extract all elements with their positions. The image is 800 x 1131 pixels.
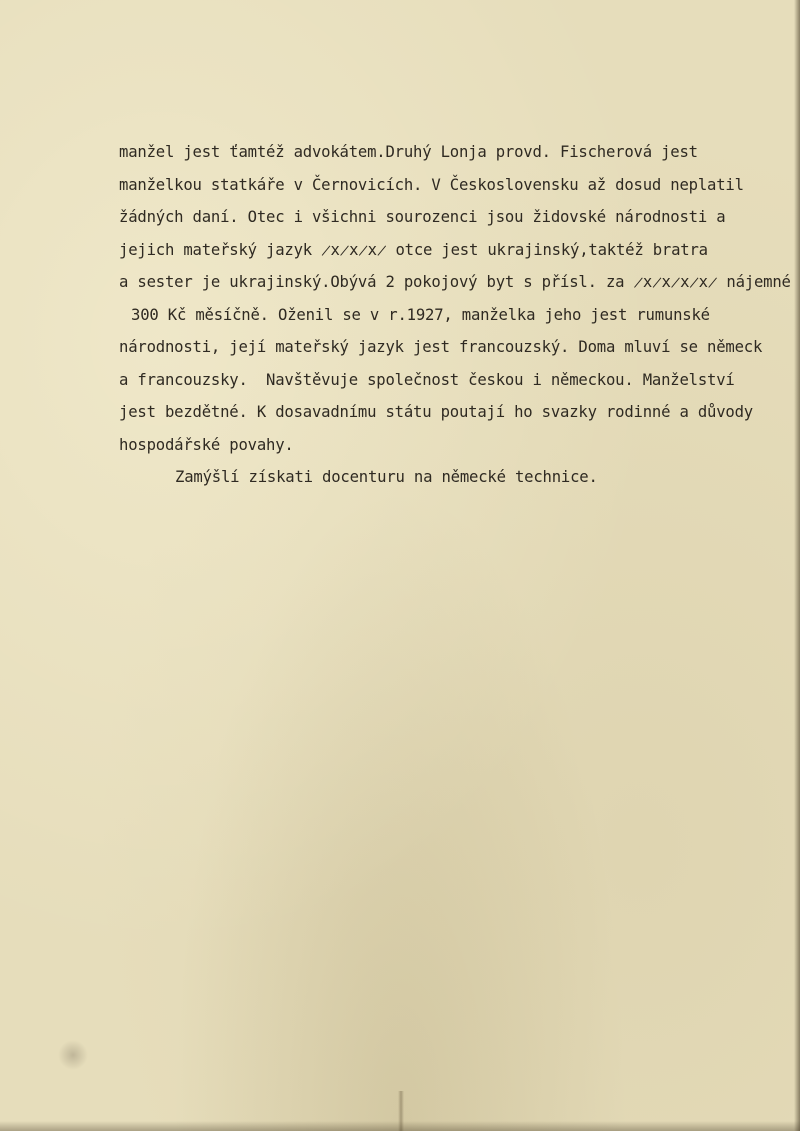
paper-smudge: [58, 1040, 88, 1070]
text-line: jejich mateřský jazyk ̷x̷x̷x̷ otce jest ukrajinský,taktéž bratra: [119, 240, 708, 259]
text-line: a sester je ukrajinský.Obývá 2 pokojový byt s přísl. za ̷x̷x̷x̷x̷ nájemné: [119, 273, 791, 291]
text-line: hospodářské povahy.: [119, 435, 294, 454]
text-line: národnosti, její mateřský jazyk jest francouzský. Doma mluví se německ: [119, 338, 763, 356]
text-line: manžel jest ťamtéž advokátem.Druhý Lonja provd. Fischerová jest: [119, 143, 698, 161]
page-edge-bottom: [0, 1121, 800, 1131]
page-edge-right: [794, 0, 800, 1131]
text-line: jest bezdětné. K dosavadnímu státu poutají ho svazky rodinné a důvody: [119, 403, 753, 421]
text-line: Zamýšlí získati docenturu na německé technice.: [175, 468, 598, 486]
text-line: 300 Kč měsíčně. Oženil se v r.1927, manželka jeho jest rumunské: [131, 305, 710, 324]
text-line: žádných daní. Otec i všichni sourozenci jsou židovské národnosti a: [119, 208, 726, 226]
text-line: a francouzsky. Navštěvuje společnost českou i německou. Manželství: [119, 370, 735, 389]
typed-text-body: [119, 136, 799, 494]
text-line: manželkou statkáře v Černovicích. V Československu až dosud neplatil: [119, 175, 744, 194]
